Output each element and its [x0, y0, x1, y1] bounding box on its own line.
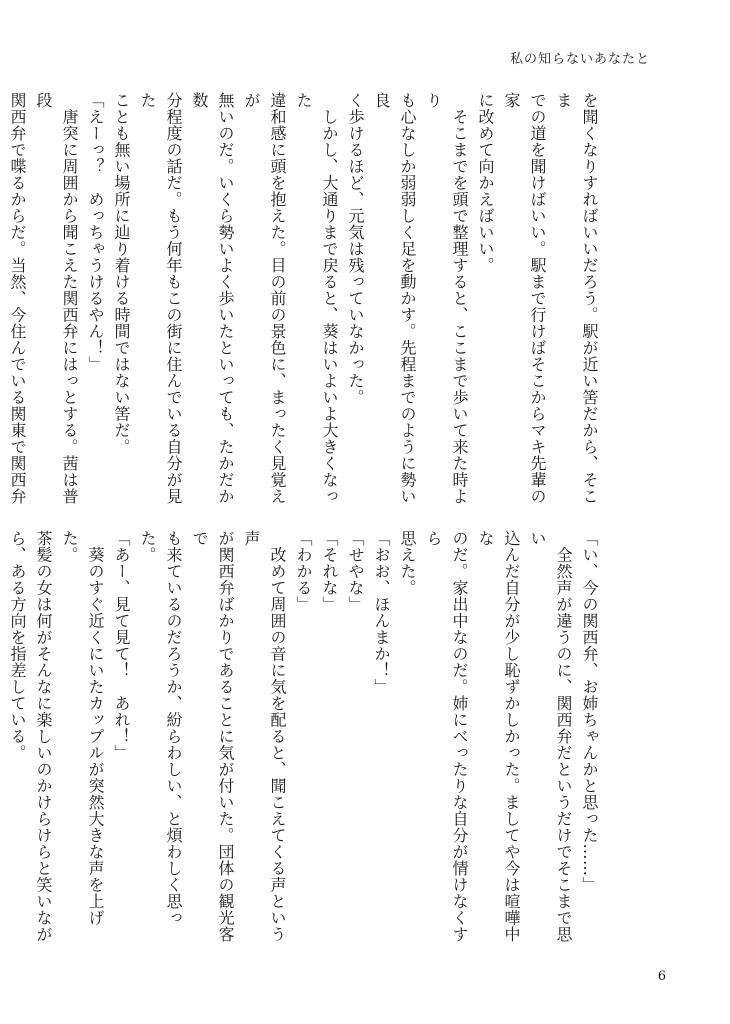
text-line: 思えた。 — [398, 530, 417, 596]
text-line: を聞くなりすればいいだろう。駅が近い筈だから、そこま — [554, 92, 599, 505]
text-line: ことも無い場所に辿り着ける時間ではない筈だ。 — [112, 92, 131, 455]
text-line: 「せやな」 — [346, 530, 365, 613]
text-line: 改めて周囲の音に気を配ると、聞こえてくる声という声 — [242, 530, 287, 943]
text-line: 「おお、ほんまか！」 — [372, 530, 391, 695]
text-line: 分程度の話だ。もう何年もこの街に住んでいる自分が見た — [138, 92, 183, 505]
text-line: 「あー、見て見て！ あれ！」 — [112, 530, 131, 761]
text-block-top — [8, 92, 602, 512]
text-line: 「わかる」 — [294, 530, 313, 613]
text-line: く歩けるほど、元気は残っていなかった。 — [346, 92, 365, 406]
text-line: 「えーっ？ めっちゃうけるやん！」 — [86, 92, 105, 373]
text-line: 「い、今の関西弁、お姉ちゃんかと思った……」 — [580, 530, 599, 893]
text-line: が関西弁ばかりであることに気が付いた。団体の観光客で — [190, 530, 235, 943]
page-number: 6 — [657, 969, 666, 984]
text-line — [0, 530, 4, 955]
text-line: 込んだ自分が少し恥ずかしかった。ましてや今は喧嘩中な — [476, 530, 521, 943]
text-line: に改めて向かえばいい。 — [476, 92, 495, 274]
text-line: 無いのだ。いくら勢いよく歩いたといっても、たかだか数 — [190, 92, 235, 505]
text-line: しかし、大通りまで戻ると、葵はいよいよ大きくなった — [294, 92, 339, 505]
text-line: のだ。家出中なのだ。姉にべったりな自分が情けなくすら — [424, 530, 469, 943]
running-title: 私の知らないあなたと — [509, 52, 650, 67]
text-line: 関西弁で喋るからだ。当然、今住んでいる関東で関西弁 — [8, 92, 27, 505]
text-line: ら、ある方向を指差している。 — [8, 530, 27, 761]
text-line: 葵のすぐ近くにいたカップルが突然大きな声を上げた。 — [60, 530, 105, 926]
text-line: での道を聞けばいい。駅まで行けばそこからマキ先輩の家 — [502, 92, 547, 505]
text-line: も来ているのだろうか、紛らわしい、と煩わしく思った。 — [138, 530, 183, 926]
text-line: も心なしか弱弱しく足を動かす。先程までのように勢い良 — [372, 92, 417, 505]
text-line: 全然声が違うのに、関西弁だというだけでそこまで思い — [528, 530, 573, 943]
text-line: 違和感に頭を抱えた。目の前の景色に、まったく見覚えが — [242, 92, 287, 505]
text-line: そこまでを頭で整理すると、ここまで歩いて来た時より — [424, 92, 469, 505]
text-line: 茶髪の女は何がそんなに楽しいのかけらけらと笑いなが — [34, 530, 53, 943]
text-block-bottom — [8, 530, 602, 955]
text-line: 「それな」 — [320, 530, 339, 613]
text-line: 唐突に周囲から聞こえた関西弁にはっとする。茜は普段 — [34, 92, 79, 505]
